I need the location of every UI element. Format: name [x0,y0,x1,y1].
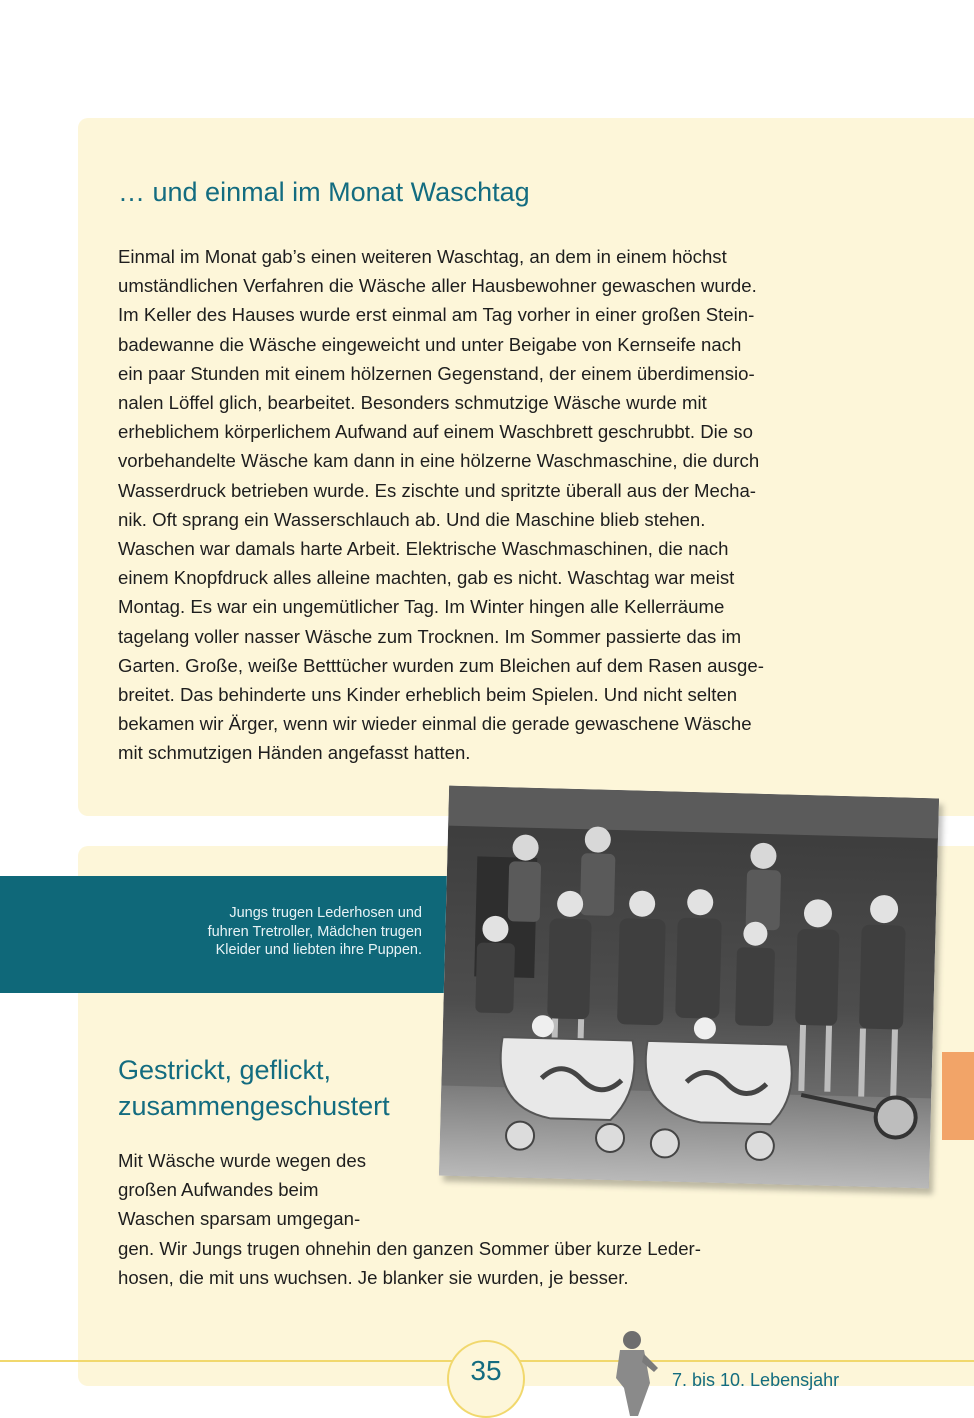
paragraph-line: ein paar Stunden mit einem hölzernen Gegenstand, der einem überdimensio- [118,362,755,384]
section-heading-gestrickt [118,1052,458,1124]
paragraph-line: tagelang voller nasser Wäsche zum Trocknen. Im Sommer passierte das im [118,625,742,647]
children-photo-image [439,786,939,1189]
paragraph-line: erheblichem körperlichem Aufwand auf einem Waschbrett geschrubbt. Die so [118,421,753,443]
heading-line: Gestrickt, geflickt, [118,1055,332,1085]
paragraph-line: großen Aufwandes beim [118,1179,319,1201]
page-number: 35 [470,1355,502,1386]
paragraph-line: Montag. Es war ein ungemütlicher Tag. Im Winter hingen alle Kellerräume [118,596,725,618]
section-heading-waschtag: … und einmal im Monat Waschtag [118,177,530,207]
paragraph-line: Waschen sparsam umgegan- [118,1208,361,1230]
heading-line: zusammengeschustert [118,1091,390,1121]
orange-edge-tab [942,1052,974,1140]
child-figure-icon [608,1328,664,1416]
caption-line: fuhren Tretroller, Mädchen trugen [207,923,422,940]
caption-line: Kleider und liebten ihre Puppen. [215,942,422,958]
paragraph-line: gen. Wir Jungs trugen ohnehin den ganzen Sommer über kurze Leder- [118,1237,701,1259]
gestrickt-paragraph [118,1146,701,1292]
paragraph-line: Einmal im Monat gab’s einen weiteren Waschtag, an dem in einem höchst [118,246,727,267]
paragraph-line: Wasserdruck betrieben wurde. Es zischte und spritzte überall aus der Mecha- [118,479,756,501]
caption-band [0,876,460,993]
paragraph-line: Waschen war damals harte Arbeit. Elektrische Waschmaschinen, die nach [118,538,729,560]
paragraph-line: badewanne die Wäsche eingeweicht und unter Beigabe von Kernseife nach [118,333,742,355]
paragraph-line: bekamen wir Ärger, wenn wir wieder einmal die gerade gewaschene Wäsche [118,713,752,735]
paragraph-line: breitet. Das behinderte uns Kinder erheblich beim Spielen. Und nicht selten [118,684,738,706]
paragraph-line: mit schmutzigen Händen angefasst hatten. [118,742,471,764]
children-photo [439,786,939,1189]
paragraph-line: nalen Löffel glich, bearbeitet. Besonders schmutzige Wäsche wurde mit [118,392,707,414]
paragraph-line: umständlichen Verfahren die Wäsche aller Hausbewohner gewaschen wurde. [118,275,757,297]
chapter-label: 7. bis 10. Lebensjahr [672,1370,840,1390]
paragraph-line: Mit Wäsche wurde wegen des [118,1150,367,1171]
caption-line: Jungs trugen Lederhosen und [229,905,422,921]
paragraph-line: Im Keller des Hauses wurde erst einmal am Tag vorher in einer großen Stein- [118,304,755,326]
photo-caption [122,904,422,960]
paragraph-line: vorbehandelte Wäsche kam dann in eine hölzerne Waschmaschine, die durch [118,450,760,472]
paragraph-line: hosen, die mit uns wuchsen. Je blanker sie wurden, je besser. [118,1266,629,1288]
paragraph-line: einem Knopfdruck alles alleine machten, gab es nicht. Waschtag war meist [118,567,735,589]
waschtag-paragraph [118,242,764,768]
paragraph-line: nik. Oft sprang ein Wasserschlauch ab. Und die Maschine blieb stehen. [118,508,706,530]
paragraph-line: Garten. Große, weiße Betttücher wurden zum Bleichen auf dem Rasen ausge- [118,654,764,676]
